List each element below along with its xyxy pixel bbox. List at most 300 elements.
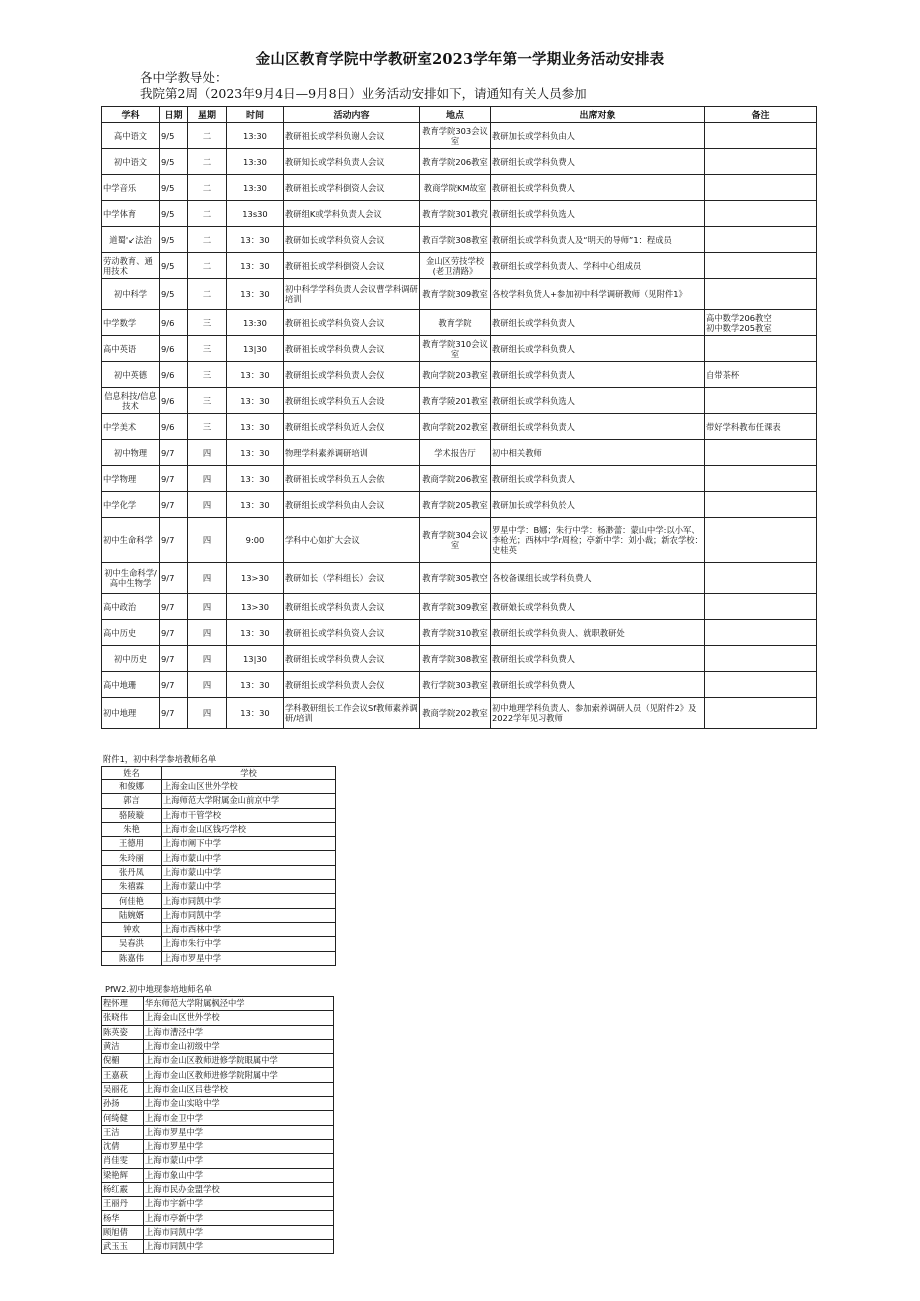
cell-date: 9/5 xyxy=(160,227,188,253)
list-item xyxy=(102,780,336,794)
cell-weekday: 四 xyxy=(188,698,227,729)
cell-date: 9/6 xyxy=(160,336,188,362)
cell-activity: 教研组长或学科负费人会议 xyxy=(284,646,420,672)
appendix2-label: PfW2.初中地现参培地师名单 xyxy=(105,984,213,994)
cell-weekday: 三 xyxy=(188,336,227,362)
cell-attendees: 各校备课组长或学科负费人 xyxy=(491,563,705,594)
teacher-school: 上海市干管学校 xyxy=(162,808,336,822)
list-item xyxy=(102,922,336,936)
cell-location: 教育学院310教室 xyxy=(420,620,491,646)
cell-subject: 初中语文 xyxy=(102,149,160,175)
list-item xyxy=(102,997,334,1011)
table-row xyxy=(102,336,817,362)
list-item xyxy=(102,1240,334,1254)
teacher-school: 上海金山区世外学校 xyxy=(144,1011,334,1025)
list-item xyxy=(102,1082,334,1096)
col-header-date: 日期 xyxy=(160,107,188,123)
cell-time: 13|30 xyxy=(227,336,284,362)
table-row xyxy=(102,698,817,729)
cell-subject: 中学音乐 xyxy=(102,175,160,201)
teacher-school: 上海市金山区吕巷学校 xyxy=(144,1082,334,1096)
cell-notes xyxy=(705,518,817,563)
cell-attendees: 各校学科负货人+参加初中科学调研教师（见附件1》 xyxy=(491,279,705,310)
cell-date: 9/7 xyxy=(160,492,188,518)
cell-time: 13:30 xyxy=(227,123,284,149)
teacher-school: 上海市阐下中学 xyxy=(162,837,336,851)
teacher-name: 杨红霰 xyxy=(102,1182,144,1196)
table-row xyxy=(102,672,817,698)
cell-activity: 教研组长或学科负近人会仪 xyxy=(284,414,420,440)
cell-weekday: 三 xyxy=(188,414,227,440)
cell-attendees: 教研组长或学科负选人 xyxy=(491,201,705,227)
cell-subject: 高中语文 xyxy=(102,123,160,149)
list-item xyxy=(102,1182,334,1196)
cell-weekday: 四 xyxy=(188,563,227,594)
cell-time: 13>30 xyxy=(227,594,284,620)
list-item xyxy=(102,1125,334,1139)
list-item xyxy=(102,1168,334,1182)
list-item xyxy=(102,851,336,865)
cell-notes xyxy=(705,201,817,227)
teacher-school: 上海市金山实晗中学 xyxy=(144,1097,334,1111)
table-row xyxy=(102,279,817,310)
teacher-school: 上海市蒙山中学 xyxy=(144,1154,334,1168)
teacher-name: 黄洁 xyxy=(102,1039,144,1053)
teacher-name: 和俊娜 xyxy=(102,780,162,794)
teacher-name: 郭言 xyxy=(102,794,162,808)
cell-location: 教育学院309教室 xyxy=(420,279,491,310)
cell-weekday: 四 xyxy=(188,440,227,466)
cell-location: 教育学院310会议室 xyxy=(420,336,491,362)
cell-attendees: 教研组长或学科负费人 xyxy=(491,336,705,362)
teacher-school: 上海市金山区教师进修学院眼属中学 xyxy=(144,1054,334,1068)
col-header-notes: 备注 xyxy=(705,107,817,123)
cell-location: 教行学院303教室 xyxy=(420,672,491,698)
teacher-school: 上海市朱行中学 xyxy=(162,937,336,951)
cell-notes xyxy=(705,594,817,620)
cell-time: 13：30 xyxy=(227,672,284,698)
cell-subject: 初中英德 xyxy=(102,362,160,388)
cell-attendees: 教研组长或学科负责人 xyxy=(491,362,705,388)
cell-location: 教百学院308教室 xyxy=(420,227,491,253)
cell-subject: 中学物理 xyxy=(102,466,160,492)
cell-date: 9/6 xyxy=(160,388,188,414)
table-row xyxy=(102,518,817,563)
cell-date: 9/7 xyxy=(160,594,188,620)
cell-date: 9/5 xyxy=(160,253,188,279)
teacher-school: 上海市金卫中学 xyxy=(144,1111,334,1125)
cell-time: 9:00 xyxy=(227,518,284,563)
cell-weekday: 四 xyxy=(188,518,227,563)
cell-subject: 高中地珊 xyxy=(102,672,160,698)
cell-weekday: 三 xyxy=(188,388,227,414)
teacher-name: 陆婉婿 xyxy=(102,908,162,922)
cell-weekday: 二 xyxy=(188,149,227,175)
teacher-name: 骆陵璇 xyxy=(102,808,162,822)
teacher-school: 上海市罗星中学 xyxy=(162,951,336,965)
list-item xyxy=(102,794,336,808)
teacher-name: 顾旭倩 xyxy=(102,1225,144,1239)
list-item xyxy=(102,908,336,922)
cell-activity: 教研组长或学科负由人会议 xyxy=(284,492,420,518)
cell-date: 9/7 xyxy=(160,466,188,492)
cell-subject: 中学美术 xyxy=(102,414,160,440)
cell-location: 教育学院305教空 xyxy=(420,563,491,594)
cell-attendees: 教研组长或学科负贵人、就职教研处 xyxy=(491,620,705,646)
cell-time: 13:30 xyxy=(227,175,284,201)
teacher-school: 上海市同凯中学 xyxy=(162,894,336,908)
cell-notes xyxy=(705,253,817,279)
cell-weekday: 四 xyxy=(188,672,227,698)
teacher-name: 杨华 xyxy=(102,1211,144,1225)
schedule-header-row xyxy=(102,107,817,123)
cell-location: 教育学院308教室 xyxy=(420,646,491,672)
teacher-school: 上海金山区世外学校 xyxy=(162,780,336,794)
teacher-school: 上海市罗星中学 xyxy=(144,1125,334,1139)
list-item xyxy=(102,865,336,879)
cell-location: 教育学陵201教室 xyxy=(420,388,491,414)
cell-notes xyxy=(705,698,817,729)
cell-notes xyxy=(705,563,817,594)
cell-activity: 教研祖长或学科负谢人会议 xyxy=(284,123,420,149)
teacher-school: 上海市蒙山中学 xyxy=(162,851,336,865)
list-item xyxy=(102,837,336,851)
cell-activity: 教研祖长或学科倒资人会议 xyxy=(284,253,420,279)
teacher-school: 上海市西林中学 xyxy=(162,922,336,936)
list-item xyxy=(102,951,336,965)
cell-time: 13：30 xyxy=(227,620,284,646)
cell-date: 9/6 xyxy=(160,310,188,336)
cell-weekday: 四 xyxy=(188,620,227,646)
cell-activity: 学科教研组长工作会议Sf教师素养调研/培训 xyxy=(284,698,420,729)
cell-subject: 道蜀'↙法治 xyxy=(102,227,160,253)
cell-notes xyxy=(705,175,817,201)
table-row xyxy=(102,362,817,388)
cell-attendees: 教研组长或学科负责人 xyxy=(491,310,705,336)
cell-date: 9/6 xyxy=(160,362,188,388)
teacher-school: 上海市金山区钱巧学校 xyxy=(162,822,336,836)
cell-attendees: 教研组长或学科负责人、学科中心组成员 xyxy=(491,253,705,279)
cell-date: 9/5 xyxy=(160,175,188,201)
list-item xyxy=(102,1039,334,1053)
cell-activity: 物理学科素养调研培训 xyxy=(284,440,420,466)
table-row xyxy=(102,492,817,518)
cell-attendees: 教研组长或学科负选人 xyxy=(491,388,705,414)
cell-attendees: 教研组长或学科负责人 xyxy=(491,466,705,492)
cell-date: 9/7 xyxy=(160,672,188,698)
cell-date: 9/7 xyxy=(160,620,188,646)
teacher-school: 上海市同凯中学 xyxy=(162,908,336,922)
list-item xyxy=(102,1139,334,1153)
cell-subject: 中学体育 xyxy=(102,201,160,227)
appendix1-label: 附件1，初中科学参培教师名单 xyxy=(103,754,217,764)
teacher-name: 王嘉萩 xyxy=(102,1068,144,1082)
table-row xyxy=(102,414,817,440)
cell-date: 9/7 xyxy=(160,440,188,466)
cell-location: 教商学院KM故室 xyxy=(420,175,491,201)
cell-date: 9/5 xyxy=(160,279,188,310)
cell-time: 13：30 xyxy=(227,279,284,310)
cell-activity: 教研组长或学科负责人会仪 xyxy=(284,362,420,388)
teacher-name: 何绮健 xyxy=(102,1111,144,1125)
table-row xyxy=(102,646,817,672)
teacher-school: 上海市宇新中学 xyxy=(144,1197,334,1211)
teacher-school: 上海市象山中学 xyxy=(144,1168,334,1182)
cell-date: 9/5 xyxy=(160,149,188,175)
cell-notes xyxy=(705,672,817,698)
teacher-name: 梁艳辉 xyxy=(102,1168,144,1182)
list-item xyxy=(102,1197,334,1211)
cell-subject: 中学数学 xyxy=(102,310,160,336)
table-row xyxy=(102,594,817,620)
teacher-name: 程怀理 xyxy=(102,997,144,1011)
teacher-name: 朱玲丽 xyxy=(102,851,162,865)
teacher-name: 孙扬 xyxy=(102,1097,144,1111)
cell-date: 9/7 xyxy=(160,646,188,672)
cell-time: 13：30 xyxy=(227,414,284,440)
cell-attendees: 初中地理学科负责人、参加索养调研人员（见附件2》及2022学年见习教师 xyxy=(491,698,705,729)
cell-location: 教育学院 xyxy=(420,310,491,336)
cell-attendees: 教研加长或学科负於人 xyxy=(491,492,705,518)
cell-notes xyxy=(705,440,817,466)
cell-weekday: 四 xyxy=(188,646,227,672)
cell-notes xyxy=(705,646,817,672)
cell-notes: 高中数学206教空 初中数学205教室 xyxy=(705,310,817,336)
teacher-school: 上海市同凯中学 xyxy=(144,1225,334,1239)
table-row xyxy=(102,388,817,414)
cell-location: 教育学院304会议室 xyxy=(420,518,491,563)
teacher-school: 上海市蒙山中学 xyxy=(162,880,336,894)
cell-date: 9/5 xyxy=(160,201,188,227)
list-item xyxy=(102,894,336,908)
cell-location: 教育学院303会议室 xyxy=(420,123,491,149)
cell-time: 13：30 xyxy=(227,227,284,253)
list-item xyxy=(102,1211,334,1225)
cell-activity: 教研组K或学科负责人会议 xyxy=(284,201,420,227)
cell-subject: 初中物理 xyxy=(102,440,160,466)
col-header-activity: 活动内容 xyxy=(284,107,420,123)
cell-attendees: 教研加长或学科负由人 xyxy=(491,123,705,149)
cell-time: 13：30 xyxy=(227,253,284,279)
teacher-school: 华东师范大学附属枫泾中学 xyxy=(144,997,334,1011)
cell-weekday: 二 xyxy=(188,253,227,279)
list-item xyxy=(102,1011,334,1025)
table-row xyxy=(102,440,817,466)
cell-weekday: 三 xyxy=(188,362,227,388)
cell-date: 9/7 xyxy=(160,563,188,594)
cell-subject: 高中政治 xyxy=(102,594,160,620)
list-item xyxy=(102,1025,334,1039)
cell-activity: 初中科学学科负责人会议曹学科调研培训 xyxy=(284,279,420,310)
greeting: 各中学教导处： xyxy=(140,70,228,85)
list-item xyxy=(102,1068,334,1082)
cell-activity: 教研祖长或学科负资人会议 xyxy=(284,310,420,336)
cell-notes xyxy=(705,149,817,175)
cell-notes xyxy=(705,466,817,492)
cell-location: 教向学院202教室 xyxy=(420,414,491,440)
cell-activity: 教研如长（学科组长）会议 xyxy=(284,563,420,594)
col-header-school: 学校 xyxy=(162,767,336,780)
teacher-name: 吴丽花 xyxy=(102,1082,144,1096)
cell-time: 13：30 xyxy=(227,466,284,492)
table-row xyxy=(102,201,817,227)
cell-location: 教育学院309教室 xyxy=(420,594,491,620)
teacher-name: 何佳艳 xyxy=(102,894,162,908)
cell-location: 金山区劳技学校(老卫清路》 xyxy=(420,253,491,279)
cell-subject: 初中生命科学 xyxy=(102,518,160,563)
cell-location: 教育学院206教室 xyxy=(420,149,491,175)
cell-subject: 高中英语 xyxy=(102,336,160,362)
list-item xyxy=(102,880,336,894)
table-row xyxy=(102,123,817,149)
cell-subject: 初中历史 xyxy=(102,646,160,672)
teacher-name: 陈英姿 xyxy=(102,1025,144,1039)
cell-activity: 教研组长或学科负五人会设 xyxy=(284,388,420,414)
cell-activity: 教研组长或学科负责人会议 xyxy=(284,594,420,620)
cell-attendees: 教研组长或学科负责人及“明天的导师”1：程成员 xyxy=(491,227,705,253)
cell-activity: 教研组长或学科负责人会仪 xyxy=(284,672,420,698)
teacher-name: 钟欢 xyxy=(102,922,162,936)
table-row xyxy=(102,227,817,253)
cell-activity: 教研祖长或学科负五人会依 xyxy=(284,466,420,492)
cell-subject: 信息科技/信息技术 xyxy=(102,388,160,414)
teacher-school: 上海市亭新中学 xyxy=(144,1211,334,1225)
cell-location: 教向学院203教室 xyxy=(420,362,491,388)
cell-subject: 初中生命科学/高中生物学 xyxy=(102,563,160,594)
cell-notes: 带好学科教布任课表 xyxy=(705,414,817,440)
list-item xyxy=(102,1097,334,1111)
cell-subject: 初中科学 xyxy=(102,279,160,310)
appendix1-header-row xyxy=(102,767,336,780)
teacher-name: 倪楣 xyxy=(102,1054,144,1068)
table-row xyxy=(102,563,817,594)
schedule-table xyxy=(101,106,817,729)
cell-subject: 劳动教育、通用技术 xyxy=(102,253,160,279)
cell-weekday: 二 xyxy=(188,279,227,310)
cell-time: 13>30 xyxy=(227,563,284,594)
col-header-attendees: 出席对象 xyxy=(491,107,705,123)
page-title: 金山区教育学院中学教研室2023学年第一学期业务活动安排表 xyxy=(255,51,665,68)
cell-subject: 中学化学 xyxy=(102,492,160,518)
cell-attendees: 罗星中学：B娜；朱行中学：杨渺蕾：蒙山中学:以小军、李枪光；西林中学r周检；亭新中学：刘小裁；新农学校：史桂英 xyxy=(491,518,705,563)
cell-attendees: 教研祖长或学科负费人 xyxy=(491,175,705,201)
cell-time: 13：30 xyxy=(227,388,284,414)
cell-attendees: 初中相关教师 xyxy=(491,440,705,466)
intro-text: 我院第2周（2023年9月4日—9月8日）业务活动安排如下，请通知有关人员参加 xyxy=(140,86,587,101)
cell-time: 13|30 xyxy=(227,646,284,672)
cell-activity: 教研知长或学科负责人会议 xyxy=(284,149,420,175)
teacher-school: 上海市罗星中学 xyxy=(144,1139,334,1153)
cell-time: 13：30 xyxy=(227,492,284,518)
cell-activity: 教研祖长或学科负资人会议 xyxy=(284,620,420,646)
teacher-name: 张晓伟 xyxy=(102,1011,144,1025)
col-header-location: 地点 xyxy=(420,107,491,123)
cell-attendees: 教研组长或学科负费人 xyxy=(491,672,705,698)
cell-time: 13：30 xyxy=(227,440,284,466)
cell-date: 9/7 xyxy=(160,518,188,563)
table-row xyxy=(102,310,817,336)
cell-weekday: 二 xyxy=(188,227,227,253)
teacher-school: 上海市蒙山中学 xyxy=(162,865,336,879)
teacher-school: 上海师范大学附属金山前京中学 xyxy=(162,794,336,808)
teacher-name: 朱禧霖 xyxy=(102,880,162,894)
col-header-time: 时间 xyxy=(227,107,284,123)
teacher-name: 王洁 xyxy=(102,1125,144,1139)
teacher-name: 吴春洪 xyxy=(102,937,162,951)
cell-location: 教育学院301教究 xyxy=(420,201,491,227)
cell-notes xyxy=(705,620,817,646)
teacher-name: 沈倩 xyxy=(102,1139,144,1153)
cell-date: 9/7 xyxy=(160,698,188,729)
cell-notes xyxy=(705,336,817,362)
cell-notes xyxy=(705,492,817,518)
cell-notes xyxy=(705,123,817,149)
col-header-subject: 学科 xyxy=(102,107,160,123)
list-item xyxy=(102,808,336,822)
table-row xyxy=(102,466,817,492)
list-item xyxy=(102,1154,334,1168)
col-header-name: 姓名 xyxy=(102,767,162,780)
teacher-name: 王德用 xyxy=(102,837,162,851)
teacher-school: 上海市漕泾中学 xyxy=(144,1025,334,1039)
cell-time: 13s30 xyxy=(227,201,284,227)
cell-date: 9/6 xyxy=(160,414,188,440)
cell-subject: 初中地理 xyxy=(102,698,160,729)
cell-location: 教商学院206教室 xyxy=(420,466,491,492)
cell-time: 13：30 xyxy=(227,362,284,388)
cell-subject: 高中历史 xyxy=(102,620,160,646)
cell-notes xyxy=(705,279,817,310)
cell-weekday: 二 xyxy=(188,201,227,227)
list-item xyxy=(102,822,336,836)
col-header-weekday: 星期 xyxy=(188,107,227,123)
cell-date: 9/5 xyxy=(160,123,188,149)
cell-time: 13：30 xyxy=(227,698,284,729)
appendix1-table xyxy=(101,766,336,966)
cell-attendees: 教研组长或学科负费人 xyxy=(491,646,705,672)
teacher-name: 张丹凤 xyxy=(102,865,162,879)
cell-notes xyxy=(705,388,817,414)
cell-notes xyxy=(705,227,817,253)
cell-attendees: 教研组长或学科负费人 xyxy=(491,149,705,175)
teacher-school: 上海市金山区教师进修学院附属中学 xyxy=(144,1068,334,1082)
cell-attendees: 教研娘长或学科负费人 xyxy=(491,594,705,620)
cell-weekday: 四 xyxy=(188,492,227,518)
table-row xyxy=(102,175,817,201)
cell-time: 13:30 xyxy=(227,149,284,175)
cell-location: 教商学院202教室 xyxy=(420,698,491,729)
list-item xyxy=(102,937,336,951)
cell-activity: 教研祖长或学科倒资人会议 xyxy=(284,175,420,201)
table-row xyxy=(102,149,817,175)
appendix2-table xyxy=(101,996,334,1254)
cell-weekday: 四 xyxy=(188,466,227,492)
cell-weekday: 三 xyxy=(188,310,227,336)
cell-attendees: 教研组长或学科负责人 xyxy=(491,414,705,440)
table-row xyxy=(102,620,817,646)
cell-weekday: 二 xyxy=(188,123,227,149)
teacher-school: 上海市民办金盟学校 xyxy=(144,1182,334,1196)
cell-time: 13:30 xyxy=(227,310,284,336)
cell-location: 教育学院205教室 xyxy=(420,492,491,518)
teacher-name: 陈嘉伟 xyxy=(102,951,162,965)
list-item xyxy=(102,1225,334,1239)
teacher-name: 王丽丹 xyxy=(102,1197,144,1211)
cell-activity: 教研祖长或学科负费人会议 xyxy=(284,336,420,362)
teacher-name: 朱艳 xyxy=(102,822,162,836)
cell-weekday: 四 xyxy=(188,594,227,620)
teacher-school: 上海市金山初级中学 xyxy=(144,1039,334,1053)
